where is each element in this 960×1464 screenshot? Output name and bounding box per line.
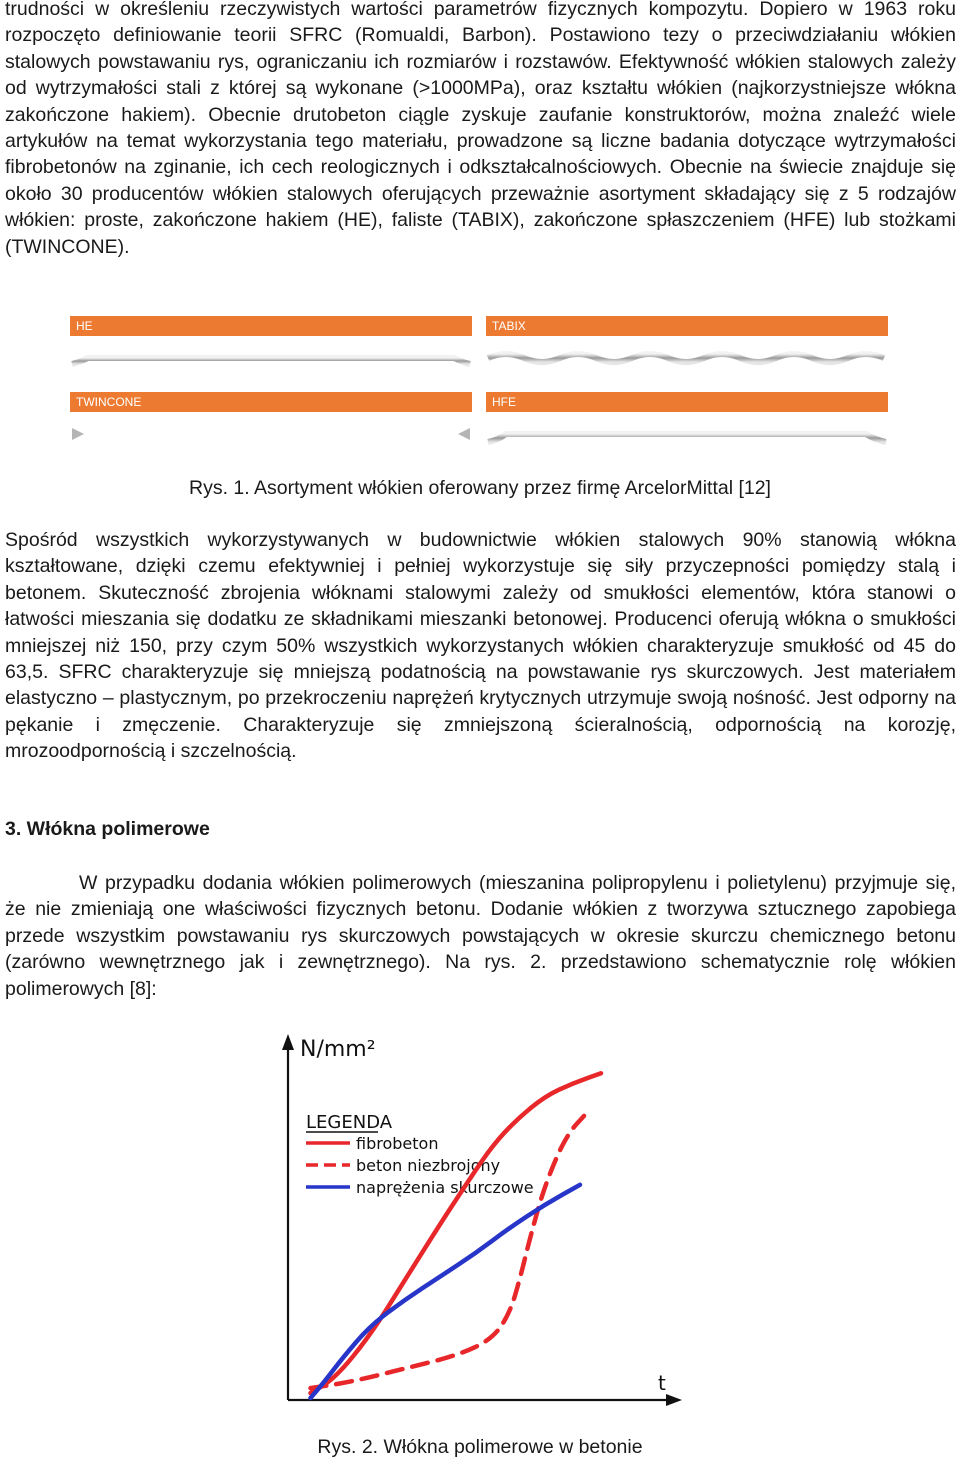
x-axis-label: t: [658, 1371, 666, 1395]
polymer-fiber-chart: [270, 1030, 690, 1428]
chart-legend: [306, 1112, 534, 1197]
fiber-he-image: [70, 336, 472, 380]
figure-2-caption: Rys. 2. Włókna polimerowe w betonie: [317, 1436, 643, 1458]
legend-label-fibrobeton: fibrobeton: [356, 1134, 439, 1153]
body-paragraph-2: Spośród wszystkich wykorzystywanych w budownictwie włókien stalowych 90% stanowią włókna kształtowane, dzięki czemu efektywniej i pełniej wykorzystuje się siły przyczepności pomiędzy stalą i betonem. Skuteczność zbrojenia włóknami stalowymi zależy od smukłości elementów, która stanowi o łatwości mieszania się dodatku ze składnikami mieszanki betonowej. Producenci oferują włókna o smukłości mniejszej niż 150, przy czym 50% wszystkich wykorzystanych włókien charakteryzuje smukłość od 45 do 63,5. SFRC charakteryzuje się mniejszą podatnością na powstawanie rys skurczowych. Jest materiałem elastyczno – plastycznym, po przekroczeniu naprężeń krytycznych utrzymuje swoją nośność. Jest odporny na pękanie i zmęczenie. Charakteryzuje się zmniejszoną ścieralnością, odpornością na korozję, mrozoodpornością i szczelnością.: [5, 529, 956, 763]
section-heading: 3. Włókna polimerowe: [5, 818, 210, 840]
fiber-hfe-image: [486, 412, 888, 456]
fiber-twincone-image: [70, 412, 472, 456]
y-axis-arrow: [282, 1034, 294, 1050]
body-paragraph-3: W przypadku dodania włókien polimerowych (mieszanina polipropylenu i polietylenu) przyjmuje się, że nie zmieniają one właściwości fizycznych betonu. Dodanie włókien z tworzywa sztucznego zapobiega przede wszystkim powstawaniu rys skurczowych powstających w okresie skurczu chemicznego betonu (zarówno wewnętrznego jak i zewnętrznego). Na rys. 2. przedstawiono schematycznie rolę włókien polimerowych [8]:: [5, 872, 956, 1000]
body-paragraph-1: trudności w określeniu rzeczywistych wartości parametrów fizycznych kompozytu. Dopiero w 1963 roku rozpoczęto definiowanie teorii SFRC (Romualdi, Barbon). Postawiono tezy o przeciwdziałaniu włókien stalowych powstawaniu rys, ograniczaniu ich rozmiarów i rozstawów. Efektywność włókien stalowych zależy od wytrzymałości stali z której są wykonane (>1000MPa), oraz kształtu włókien (najkorzystniejsze włókna zakończone hakiem). Obecnie drutobeton ciągle zyskuje zaufanie konstruktorów, można znaleźć wiele artykułów na temat wykorzystania tego materiału, prowadzone są liczne badania dotyczące wytrzymałości fibrobetonów na zginanie, ich cech reologicznych i odkształcalnościowych. Obecnie na świecie znajduje się około 30 producentów włókien stalowych oferujących przeważnie asortyment składający się z 5 rodzajów włókien: proste, zakończone hakiem (HE), faliste (TABIX), zakończone spłaszczeniem (HFE) lub stożkami (TWINCONE).: [5, 0, 956, 258]
figure-1-caption: Rys. 1. Asortyment włókien oferowany przez firmę ArcelorMittal [12]: [189, 477, 771, 499]
fiber-label-he: HE: [70, 316, 472, 336]
fiber-panel-hfe: [486, 392, 888, 456]
legend-title: LEGENDA: [306, 1112, 393, 1133]
x-axis-arrow: [666, 1394, 682, 1406]
fiber-panel-he: [70, 316, 472, 380]
legend-label-naprezenia: naprężenia skurczowe: [356, 1178, 534, 1197]
y-axis-label: N/mm²: [300, 1037, 376, 1062]
fiber-label-twincone: TWINCONE: [70, 392, 472, 412]
fiber-label-hfe: HFE: [486, 392, 888, 412]
fiber-types-figure: [70, 316, 888, 450]
legend-label-beton-niezbrojony: beton niezbrojony: [356, 1156, 501, 1175]
chart-axes: [282, 1034, 682, 1406]
fiber-panel-twincone: [70, 392, 472, 456]
fiber-panel-tabix: [486, 316, 888, 380]
fiber-label-tabix: TABIX: [486, 316, 888, 336]
fiber-tabix-image: [486, 336, 888, 380]
